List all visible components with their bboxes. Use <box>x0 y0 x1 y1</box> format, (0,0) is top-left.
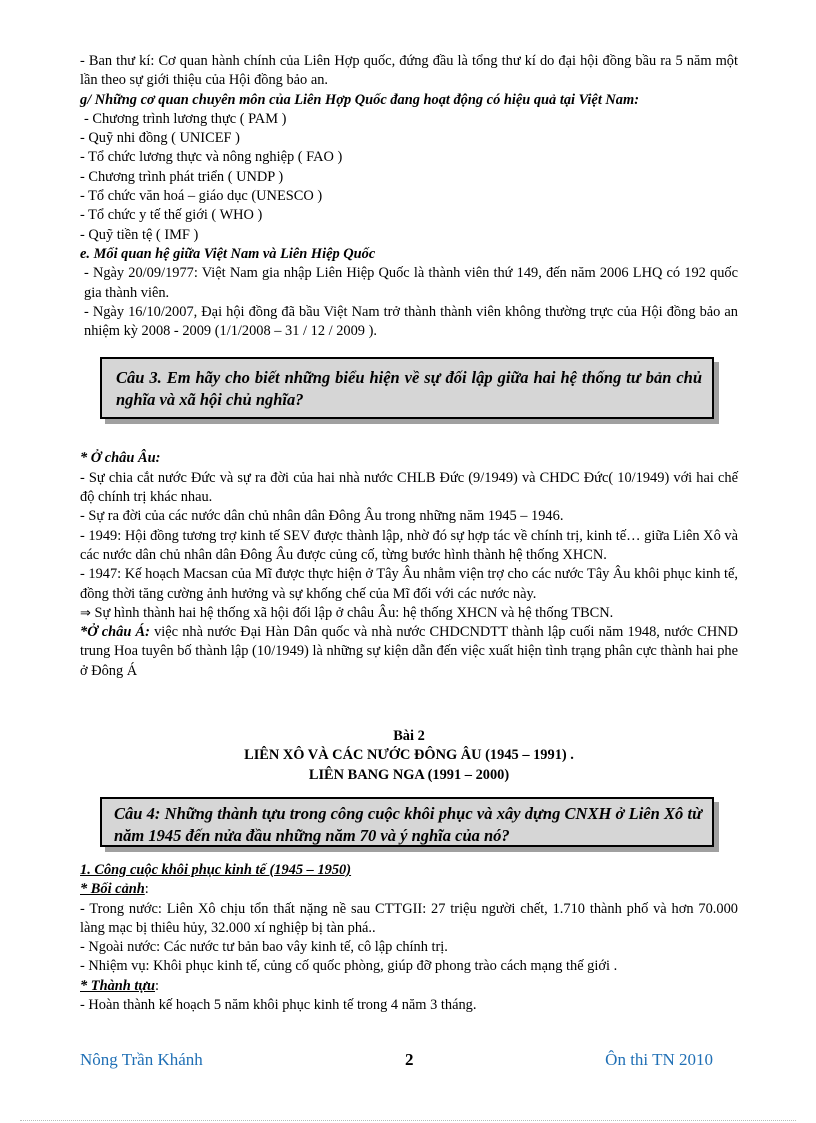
europe-heading: * Ở châu Âu: <box>80 450 161 467</box>
paragraph: - 1947: Kế hoạch Macsan của Mĩ được thực hiện ở Tây Âu nhằm viện trợ cho các nước Tây Âu khôi phục kinh tế, đồng thời tăng cường ảnh hưởng và sự khống chế của Mĩ đối với các nước này. <box>80 566 738 602</box>
asia-paragraph <box>80 623 738 681</box>
list-item: - Tổ chức văn hoá – giáo dục (UNESCO ) <box>80 188 323 205</box>
document-page <box>80 52 738 1015</box>
paragraph: - Sự ra đời của các nước dân chủ nhân dân Đông Âu trong những năm 1945 – 1946. <box>80 508 564 525</box>
context-heading-line: * Bối cảnh: <box>80 881 149 898</box>
section-g-heading: g/ Những cơ quan chuyên môn của Liên Hợp Quốc đang hoạt động có hiệu quả tại Việt Nam: <box>80 91 639 108</box>
paragraph: - Ngày 16/10/2007, Đại hội đồng đã bầu Việt Nam trở thành thành viên không thường trực của Hội đồng bảo an nhiệm kỳ 2008 - 2009 (1/1/2008 – 31 / 12 / 2009 ). <box>84 303 738 340</box>
page-number: 2 <box>405 1050 414 1069</box>
conclusion-text: Sự hình thành hai hệ thống xã hội đối lập ở châu Âu: hệ thống XHCN và hệ thống TBCN. <box>94 604 614 621</box>
list-item: - Chương trình lương thực ( PAM ) <box>84 110 287 127</box>
footer-author: Nông Trần Khánh <box>80 1050 203 1069</box>
list-item: - Tổ chức lương thực và nông nghiệp ( FAO ) <box>80 149 343 166</box>
paragraph: - Sự chia cắt nước Đức và sự ra đời của hai nhà nước CHLB Đức (9/1949) và CHDC Đức( 10/1949) với hai chế độ chính trị khác nhau. <box>80 469 738 506</box>
asia-text: việc nhà nước Đại Hàn Dân quốc và nhà nước CHDCNDTT thành lập cuối năm 1948, nước CHND trung Hoa tuyên bố thành lập (10/1949) là những sự kiện dẫn đến việc xuất hiện tình trạng phân cực thành hai phe ở Đông Á <box>80 624 739 679</box>
paragraph: - Hoàn thành kế hoạch 5 năm khôi phục kinh tế trong 4 năm 3 tháng. <box>80 996 477 1013</box>
list-item: - Quỹ tiền tệ ( IMF ) <box>80 226 199 243</box>
paragraph: - Ngoài nước: Các nước tư bản bao vây kinh tế, cô lập chính trị. <box>80 939 448 956</box>
question-4-text: Câu 4: Những thành tựu trong công cuộc khôi phục và xây dựng CNXH ở Liên Xô từ năm 1945 đến nửa đầu những năm 70 và ý nghĩa của nó? <box>114 803 702 845</box>
lesson-number: Bài 2 <box>393 728 425 745</box>
lesson-title-1: LIÊN XÔ VÀ CÁC NƯỚC ĐÔNG ÂU (1945 – 1991) . <box>244 747 574 764</box>
context-heading: * Bối cảnh <box>80 881 145 898</box>
paragraph: - Nhiệm vụ: Khôi phục kinh tế, củng cố quốc phòng, giúp đỡ phong trào cách mạng thế giới . <box>80 958 618 975</box>
implies-arrow-icon: ⇒ <box>80 605 91 621</box>
asia-heading: *Ở châu Á: <box>80 624 150 641</box>
lesson-title-2: LIÊN BANG NGA (1991 – 2000) <box>308 766 510 783</box>
section-e-heading: e. Mối quan hệ giữa Việt Nam và Liên Hiệp Quốc <box>80 245 376 262</box>
list-item: - Tổ chức y tế thế giới ( WHO ) <box>80 207 263 224</box>
question-4-box <box>100 797 714 847</box>
list-item: - Quỹ nhi đồng ( UNICEF ) <box>80 130 240 147</box>
conclusion-line <box>80 604 738 623</box>
paragraph-secretariat: - Ban thư kí: Cơ quan hành chính của Liên Hợp quốc, đứng đầu là tổng thư kí do đại hội đồng bầu ra 5 năm một lần theo sự giới thiệu của Hội đồng bảo an. <box>80 53 738 89</box>
paragraph: - Ngày 20/09/1977: Việt Nam gia nhập Liên Hiệp Quốc là thành viên thứ 149, đến năm 2006 LHQ có 192 quốc gia thành viên. <box>84 265 738 301</box>
question-3-box <box>100 357 714 419</box>
page-bottom-rule <box>20 1120 796 1121</box>
paragraph: - 1949: Hội đồng tương trợ kinh tế SEV được thành lập, nhờ đó sự hợp tác về chính trị, kinh tế… giữa Liên Xô và các nước dân chủ nhân dân Đông Âu được củng cố, từng bước hình thành hệ thống XHCN. <box>80 527 738 563</box>
question-3-text: Câu 3. Em hãy cho biết những biểu hiện về sự đối lập giữa hai hệ thống tư bản chủ nghĩa và xã hội chủ nghĩa? <box>116 368 702 410</box>
part-1-heading: 1. Công cuộc khôi phục kinh tế (1945 – 1950) <box>80 861 352 878</box>
list-item: - Chương trình phát triển ( UNDP ) <box>80 168 284 185</box>
footer-course: Ôn thi TN 2010 <box>605 1050 713 1069</box>
achieve-heading-line: * Thành tựu: <box>80 977 160 994</box>
achieve-heading: * Thành tựu <box>80 977 156 994</box>
paragraph: - Trong nước: Liên Xô chịu tổn thất nặng nề sau CTTGII: 27 triệu người chết, 1.710 thành phố và hơn 70.000 làng mạc bị thiêu hủy, 32.000 xí nghiệp bị tàn phá.. <box>80 900 738 936</box>
